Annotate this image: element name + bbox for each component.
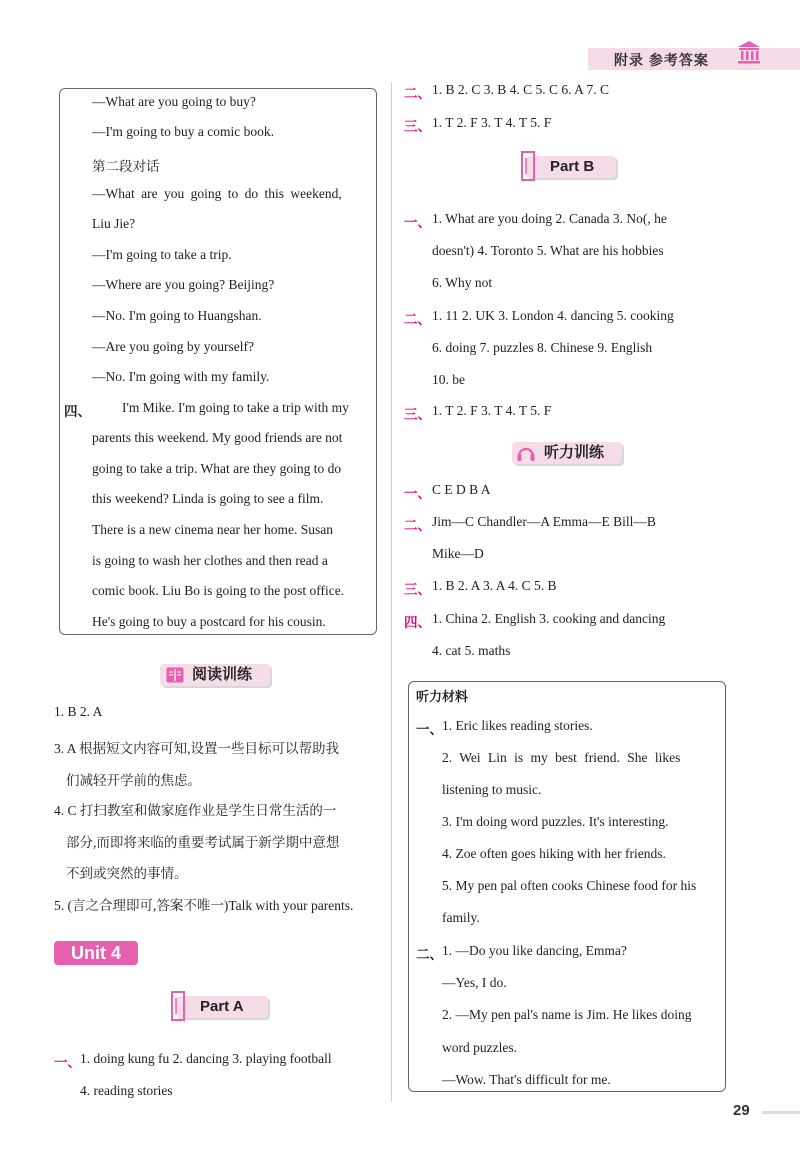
materials-line: 5. My pen pal often cooks Chinese food for his: [442, 878, 697, 893]
part-a-title: Part A: [200, 998, 244, 1015]
building-columns-icon: [736, 39, 762, 65]
passage-line: is going to wash her clothes and then read a: [92, 553, 328, 568]
listening-section-title: 听力训练: [544, 444, 605, 461]
part-b-pill: [526, 156, 616, 178]
materials-mark-two: 二、: [416, 947, 443, 962]
headphones-icon: [516, 444, 536, 462]
passage-line: There is a new cinema near her home. Susan: [92, 522, 334, 537]
materials-line: 2. —My pen pal's name is Jim. He likes doing: [442, 1007, 692, 1022]
listening-mark-two: 二、: [404, 518, 431, 533]
listening-answer-line: Mike—D: [432, 546, 484, 561]
section-two-answers: 1. B 2. C 3. B 4. C 5. C 6. A 7. C: [432, 82, 610, 97]
book-icon: [166, 667, 184, 683]
reading-section-pill: [160, 664, 270, 686]
part-b-mark-three: 三、: [404, 407, 431, 422]
transcript-line: —I'm going to buy a comic book.: [92, 124, 275, 139]
transcript-line: 第二段对话: [92, 159, 160, 174]
page-number: 29: [733, 1102, 750, 1119]
materials-line: listening to music.: [442, 782, 542, 797]
section-two-mark: 二、: [404, 86, 431, 101]
materials-line: 3. I'm doing word puzzles. It's interesting.: [442, 814, 669, 829]
reading-answer-line: 4. C 打扫教室和做家庭作业是学生日常生活的一: [54, 803, 337, 818]
part-a-pill: [176, 996, 268, 1018]
transcript-line: —Where are you going? Beijing?: [92, 277, 275, 292]
materials-line: —Yes, I do.: [442, 975, 507, 990]
listening-mark-four: 四、: [404, 615, 431, 630]
reading-answer-line: 部分,而即将来临的重要考试属于新学期中意想: [66, 835, 340, 850]
part-a-mark-one: 一、: [54, 1055, 81, 1070]
materials-line: —Wow. That's difficult for me.: [442, 1072, 611, 1087]
part-b-answer-line: 1. What are you doing 2. Canada 3. No(, he: [432, 211, 667, 226]
passage-line: I'm Mike. I'm going to take a trip with my: [122, 400, 349, 415]
reading-answer-line: 3. A 根据短文内容可知,设置一些目标可以帮助我: [54, 741, 340, 756]
transcript-line: —What are you going to do this weekend,: [92, 186, 342, 201]
passage-line: this weekend? Linda is going to see a film.: [92, 491, 324, 506]
part-a-answer-line: 4. reading stories: [80, 1083, 173, 1098]
section-three-answers: 1. T 2. F 3. T 4. T 5. F: [432, 115, 552, 130]
listening-answer-line: C E D B A: [432, 482, 491, 497]
materials-line: word puzzles.: [442, 1040, 517, 1055]
part-b-mark-two: 二、: [404, 312, 431, 327]
transcript-line: —I'm going to take a trip.: [92, 247, 232, 262]
passage-line: parents this weekend. My good friends are not: [92, 430, 343, 445]
listening-materials-title: 听力材料: [416, 689, 469, 704]
listening-mark-one: 一、: [404, 486, 431, 501]
reading-section-title: 阅读训练: [192, 666, 253, 683]
page-number-rule: [762, 1111, 800, 1114]
part-b-title: Part B: [550, 158, 595, 175]
transcript-line: —Are you going by yourself?: [92, 339, 254, 354]
transcript-line: —No. I'm going with my family.: [92, 369, 270, 384]
materials-line: 2. Wei Lin is my best friend. She likes: [442, 750, 681, 765]
passage-line: going to take a trip. What are they going to do: [92, 461, 342, 476]
header-title: 附录 参考答案: [614, 52, 709, 68]
column-divider: [391, 82, 392, 1102]
unit-badge: Unit 4: [54, 941, 138, 965]
materials-line: 1. Eric likes reading stories.: [442, 718, 593, 733]
part-b-mark-one: 一、: [404, 215, 431, 230]
passage-line: He's going to buy a postcard for his cousin.: [92, 614, 326, 629]
materials-line: family.: [442, 910, 480, 925]
part-b-answer-line: 1. 11 2. UK 3. London 4. dancing 5. cooking: [432, 308, 674, 323]
listening-answer-line: 1. B 2. A 3. A 4. C 5. B: [432, 578, 557, 593]
reading-answer-line: 5. (言之合理即可,答案不唯一)Talk with your parents.: [54, 898, 354, 913]
section-three-mark: 三、: [404, 119, 431, 134]
part-b-answer-line: 6. doing 7. puzzles 8. Chinese 9. English: [432, 340, 653, 355]
listening-answer-line: 1. China 2. English 3. cooking and dancing: [432, 611, 666, 626]
bookmark-icon: [170, 990, 188, 1024]
part-a-answer-line: 1. doing kung fu 2. dancing 3. playing football: [80, 1051, 332, 1066]
section-four-label: 四、: [64, 404, 91, 419]
listening-answer-line: 4. cat 5. maths: [432, 643, 511, 658]
materials-line: 4. Zoe often goes hiking with her friends.: [442, 846, 666, 861]
materials-line: 1. —Do you like dancing, Emma?: [442, 943, 627, 958]
part-b-answer-line: 6. Why not: [432, 275, 493, 290]
transcript-line: —No. I'm going to Huangshan.: [92, 308, 262, 323]
reading-answer-line: 1. B 2. A: [54, 704, 103, 719]
passage-line: comic book. Liu Bo is going to the post office.: [92, 583, 345, 598]
listening-answer-line: Jim—C Chandler—A Emma—E Bill—B: [432, 514, 656, 529]
part-b-answer-line: 10. be: [432, 372, 465, 387]
bookmark-icon: [520, 150, 538, 184]
reading-answer-line: 不到或突然的事情。: [66, 866, 188, 881]
reading-answer-line: 们减轻开学前的焦虑。: [66, 773, 201, 788]
listening-section-pill: [512, 442, 622, 464]
listening-mark-three: 三、: [404, 582, 431, 597]
part-b-answer-line: doesn't) 4. Toronto 5. What are his hobbies: [432, 243, 664, 258]
materials-mark-one: 一、: [416, 722, 443, 737]
transcript-line: Liu Jie?: [92, 216, 136, 231]
part-b-answer-line: 1. T 2. F 3. T 4. T 5. F: [432, 403, 552, 418]
transcript-line: —What are you going to buy?: [92, 94, 256, 109]
